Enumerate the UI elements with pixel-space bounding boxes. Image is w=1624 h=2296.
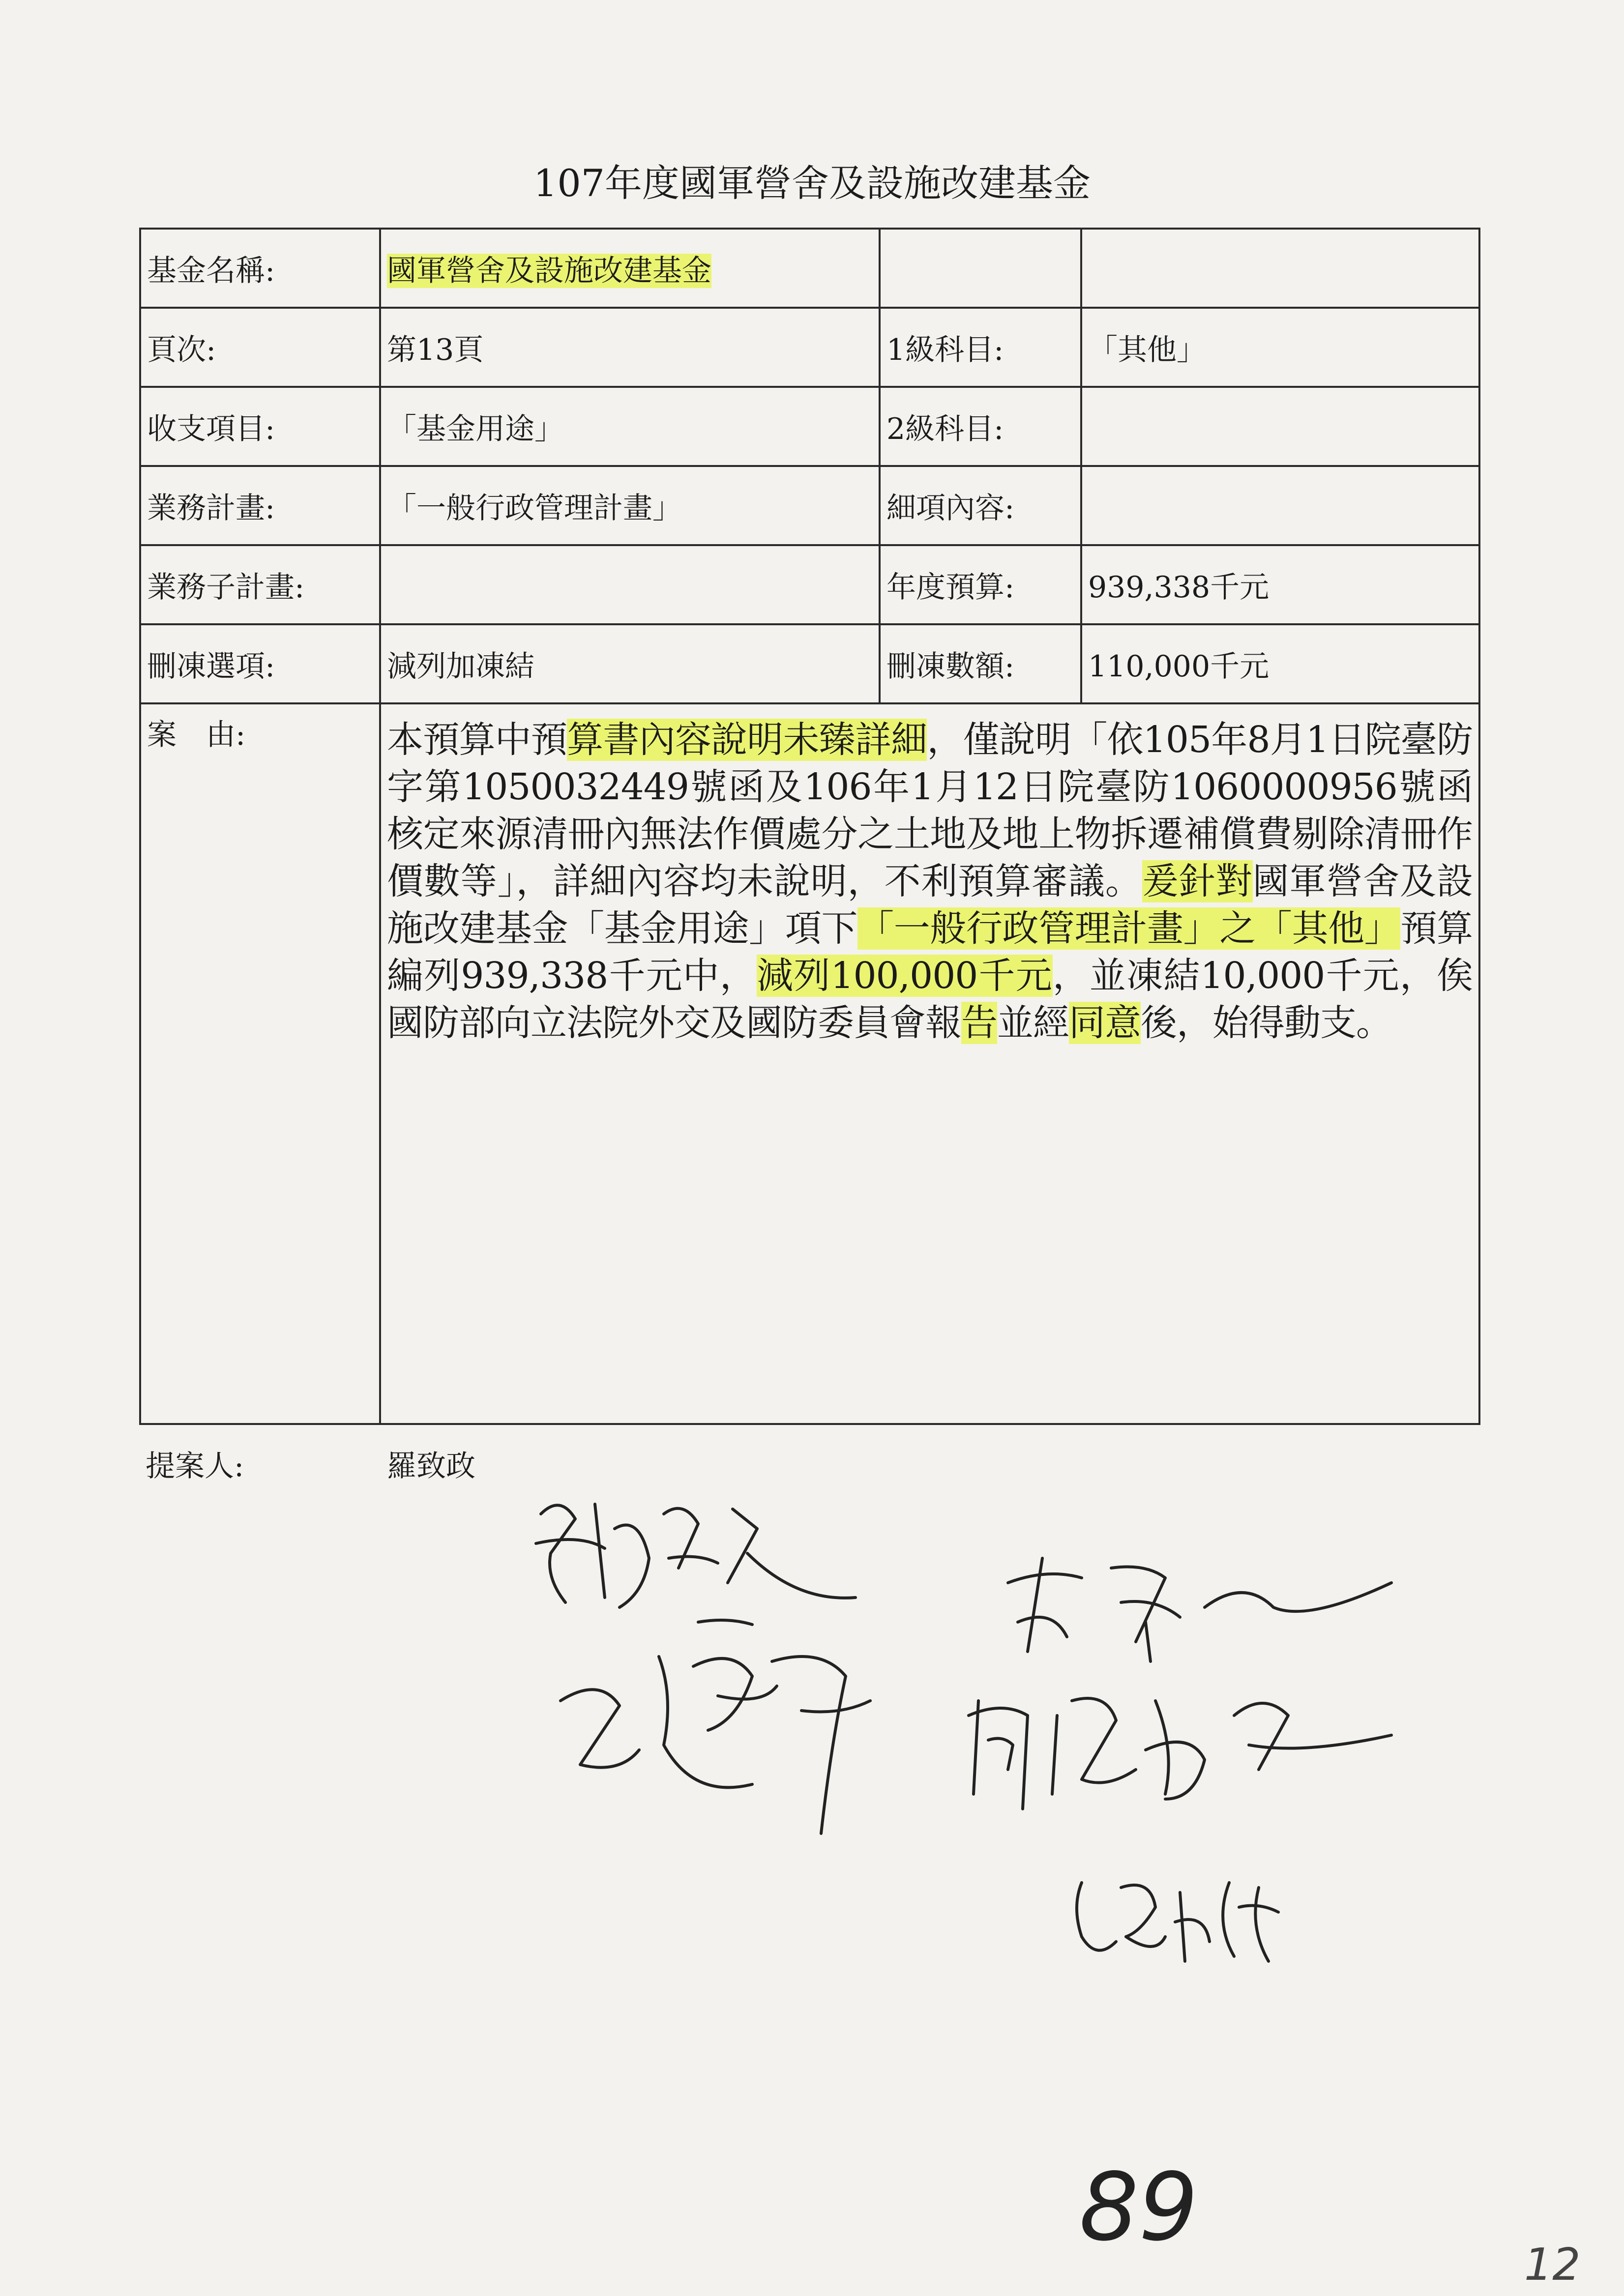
document-title: 107年度國軍營舍及設施改建基金	[533, 161, 1091, 205]
amount-value: 110,000千元	[1081, 624, 1479, 703]
level1-label: 1級科目:	[880, 308, 1081, 387]
reason-row	[140, 703, 1479, 1424]
budget-proposal-form	[139, 228, 1480, 1425]
option-value: 減列加凍結	[380, 624, 880, 703]
plan-row	[140, 466, 1479, 545]
reason-segment: 本預算中預	[387, 719, 567, 761]
item-row	[140, 387, 1479, 466]
reason-segment: 後，始得動支。	[1141, 1002, 1392, 1044]
reason-highlight: 爰針對	[1142, 860, 1253, 902]
reason-cell	[380, 703, 1479, 1424]
budget-value: 939,338千元	[1081, 545, 1479, 624]
reason-highlight: 減列100,000千元	[757, 955, 1053, 997]
reason-highlight: 告	[961, 1002, 997, 1044]
reason-segment: 預算編列939,338千元中，	[387, 907, 1473, 997]
signature-1	[521, 1484, 875, 1637]
page-row	[140, 308, 1479, 387]
subplan-label: 業務子計畫:	[140, 545, 380, 624]
detail-label: 細項內容:	[880, 466, 1081, 545]
subplan-value	[380, 545, 880, 624]
signature-4	[959, 1671, 1401, 1829]
signature-3	[546, 1637, 900, 1843]
empty-cell	[880, 229, 1081, 308]
empty-cell	[1081, 229, 1479, 308]
fund-name-value	[380, 229, 880, 308]
plan-value: 「一般行政管理計畫」	[380, 466, 880, 545]
signature-5	[1062, 1863, 1308, 1976]
item-value: 「基金用途」	[380, 387, 880, 466]
reason-label: 案 由:	[140, 703, 380, 1424]
proposer-label: 提案人:	[146, 1449, 244, 1483]
subplan-row	[140, 545, 1479, 624]
fund-name-text: 國軍營舍及設施改建基金	[387, 253, 711, 288]
page-label: 頁次:	[140, 308, 380, 387]
reason-segment: 並經	[997, 1002, 1069, 1044]
reason-segment: 國軍營舍及設施改建基金「基金用途」項下	[387, 860, 1473, 950]
reason-highlight: 同意	[1069, 1002, 1141, 1044]
item-label: 收支項目:	[140, 387, 380, 466]
signature-2	[988, 1548, 1401, 1671]
proposer-name: 羅致政	[387, 1449, 475, 1483]
plan-label: 業務計畫:	[140, 466, 380, 545]
option-label: 刪凍選項:	[140, 624, 380, 703]
fund-name-row	[140, 229, 1479, 308]
level2-label: 2級科目:	[880, 387, 1081, 466]
reason-segment: 俟國防部向立法院外交及國防委員會報	[387, 955, 1473, 1044]
page-value: 第13頁	[380, 308, 880, 387]
level2-value	[1081, 387, 1479, 466]
fund-name-label: 基金名稱:	[140, 229, 380, 308]
level1-value: 「其他」	[1081, 308, 1479, 387]
corner-number: 12	[1524, 2239, 1581, 2291]
detail-value	[1081, 466, 1479, 545]
reason-highlight: 「一般行政管理計畫」	[857, 907, 1220, 950]
option-row	[140, 624, 1479, 703]
reason-segment: ，僅說明「依105年8月1日院臺防字第1050032449號函及106年1月12日院臺防1060000956號函核定來源清冊內無法作價處分之土地及地上物拆遷補償費剔除清冊作價數等」，詳細內容均未說明，不利預算審議。	[387, 719, 1473, 902]
reason-highlight: 之「其他」	[1219, 907, 1401, 950]
reason-highlight: 算書內容說明未臻詳細	[567, 719, 927, 761]
budget-label: 年度預算:	[880, 545, 1081, 624]
amount-label: 刪凍數額:	[880, 624, 1081, 703]
reason-text	[387, 716, 1473, 1046]
page-number: 89	[1079, 2153, 1198, 2262]
reason-segment: ，並凍結10,000千元，	[1052, 955, 1437, 997]
